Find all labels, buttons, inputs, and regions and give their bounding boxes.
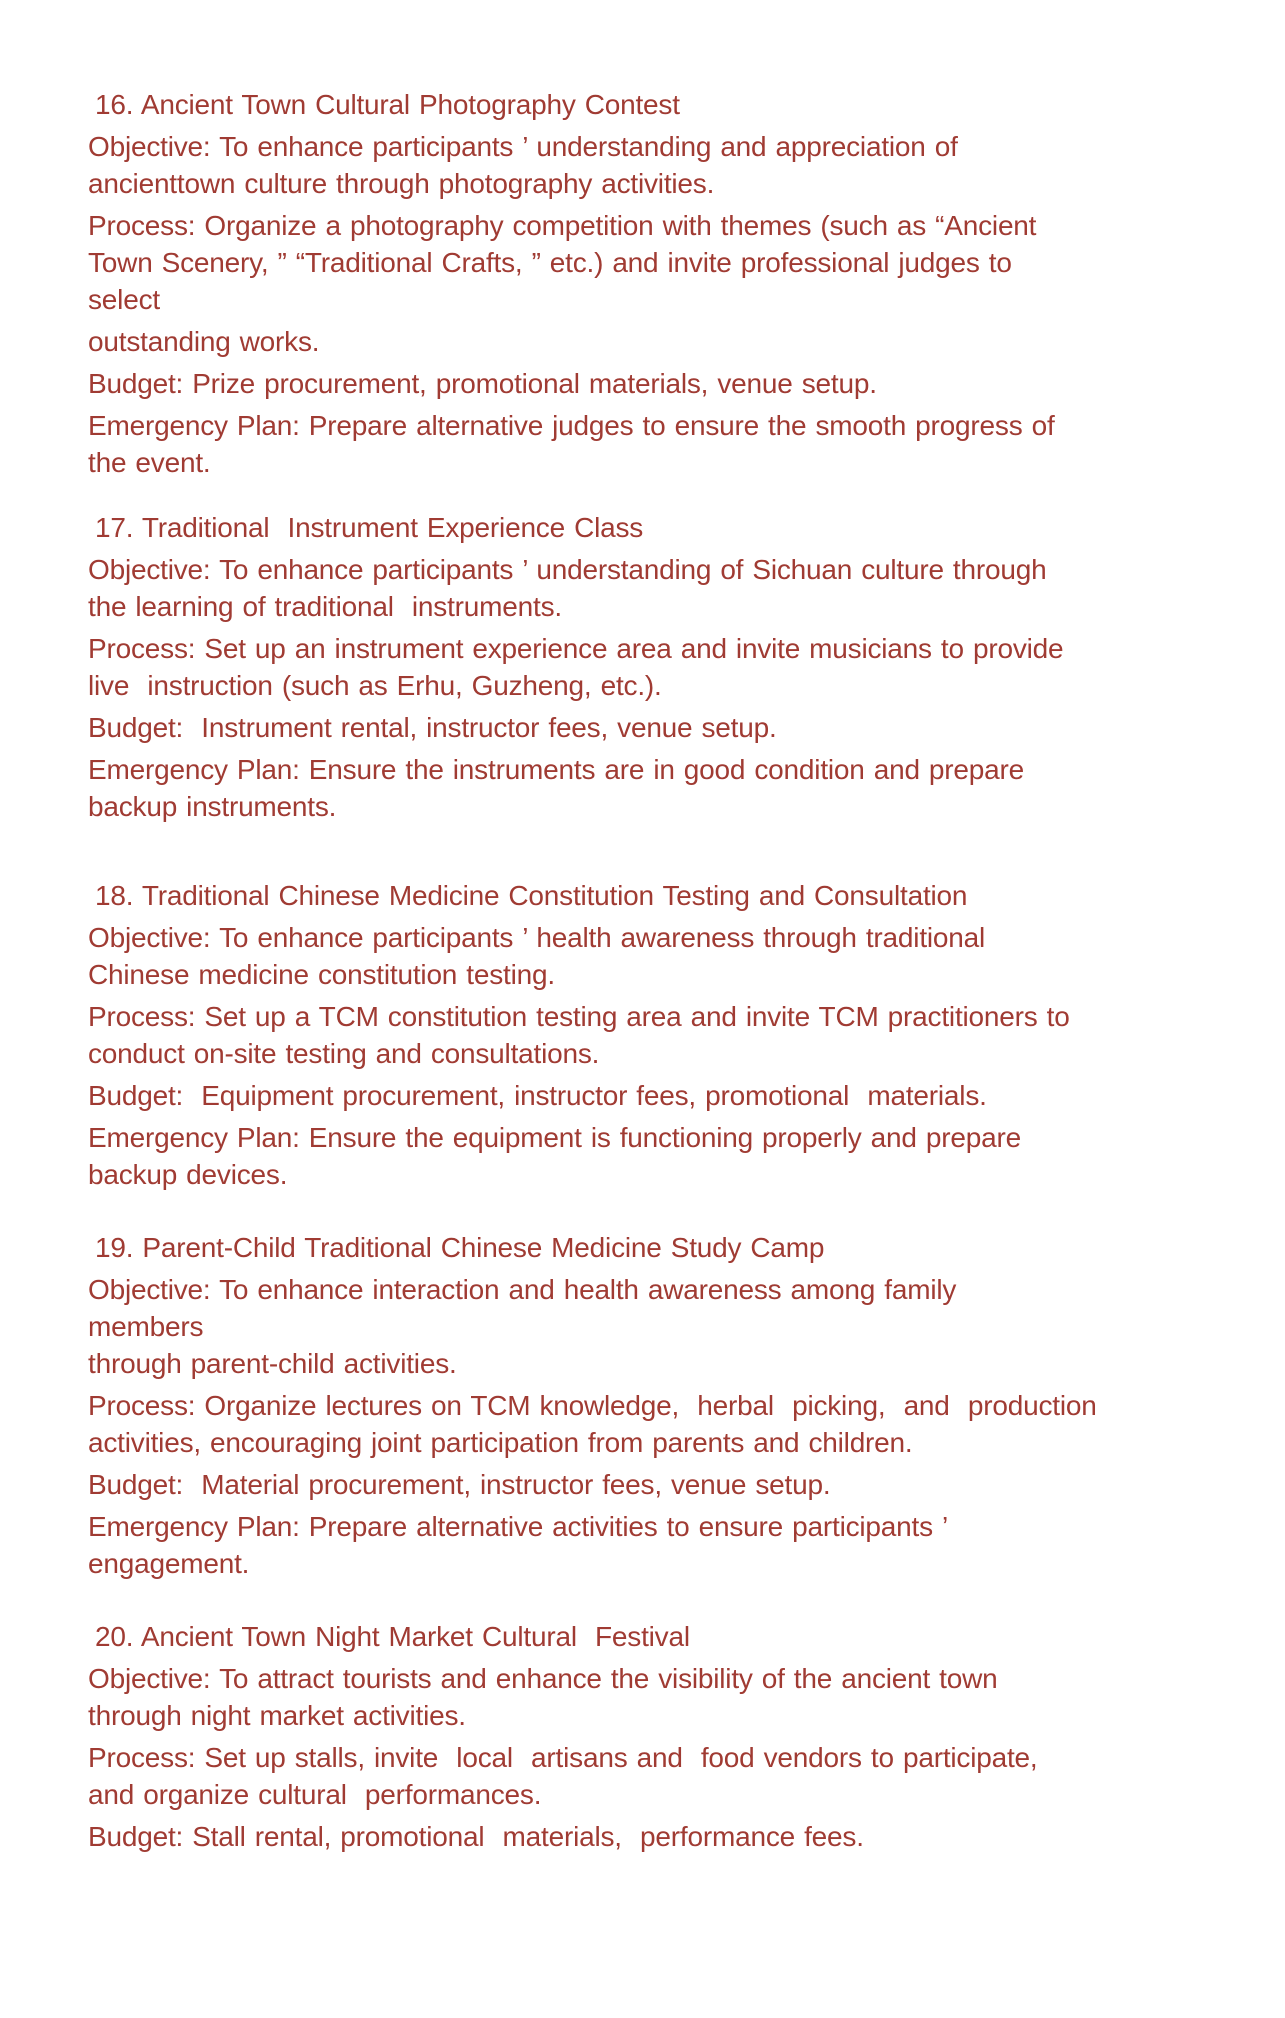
section-20	[88, 1618, 1230, 1855]
paragraph	[88, 1818, 1230, 1855]
paragraph	[88, 998, 1230, 1072]
text-line: the learning of traditional instruments.	[88, 591, 563, 622]
text-line: live instruction (such as Erhu, Guzheng, etc.).	[88, 670, 662, 701]
section-body	[88, 1660, 1230, 1855]
text-line: Process: Organize a photography competition with themes (such as “Ancient	[88, 210, 1037, 241]
text-line: members	[88, 1311, 204, 1342]
paragraph	[88, 1077, 1230, 1114]
section-heading: 16. Ancient Town Cultural Photography Contest	[95, 89, 680, 120]
text-line: Objective: To enhance participants ’ understanding of Sichuan culture through	[88, 554, 1047, 585]
text-line: conduct on-site testing and consultations.	[88, 1038, 600, 1069]
text-line: Budget: Prize procurement, promotional materials, venue setup.	[88, 368, 877, 399]
paragraph	[88, 630, 1230, 704]
paragraph	[88, 1508, 1230, 1582]
paragraph	[88, 323, 1230, 360]
text-line: Objective: To enhance interaction and health awareness among family	[88, 1274, 957, 1305]
text-line: outstanding works.	[88, 326, 320, 357]
paragraph	[88, 1271, 1230, 1382]
paragraph	[88, 551, 1230, 625]
text-line: activities, encouraging joint participation from parents and children.	[88, 1427, 913, 1458]
text-line: and organize cultural performances.	[88, 1779, 542, 1810]
text-line: Objective: To enhance participants ’ understanding and appreciation of	[88, 131, 958, 162]
text-line: Emergency Plan: Prepare alternative judges to ensure the smooth progress of	[88, 410, 1055, 441]
text-line: Process: Set up stalls, invite local artisans and food vendors to participate,	[88, 1742, 1038, 1773]
text-line: Budget: Equipment procurement, instructor fees, promotional materials.	[88, 1080, 987, 1111]
paragraph	[88, 128, 1230, 202]
section-body	[88, 1271, 1230, 1582]
paragraph	[88, 407, 1230, 481]
section-body	[88, 551, 1230, 825]
text-line: Objective: To enhance participants ’ health awareness through traditional	[88, 922, 986, 953]
paragraph	[88, 365, 1230, 402]
paragraph	[88, 207, 1230, 318]
text-line: Objective: To attract tourists and enhance the visibility of the ancient town	[88, 1663, 998, 1694]
text-line: through night market activities.	[88, 1700, 466, 1731]
paragraph	[88, 919, 1230, 993]
paragraph	[88, 751, 1230, 825]
paragraph	[88, 1660, 1230, 1734]
text-line: Emergency Plan: Ensure the equipment is functioning properly and prepare	[88, 1122, 1021, 1153]
section-heading: 18. Traditional Chinese Medicine Constitution Testing and Consultation	[95, 880, 968, 911]
text-line: Budget: Stall rental, promotional materials, performance fees.	[88, 1821, 864, 1852]
paragraph	[88, 1387, 1230, 1461]
text-line: the event.	[88, 447, 211, 478]
paragraph	[88, 1466, 1230, 1503]
paragraph	[88, 1739, 1230, 1813]
section-heading: 20. Ancient Town Night Market Cultural Festival	[95, 1621, 690, 1652]
text-line: Emergency Plan: Ensure the instruments are in good condition and prepare	[88, 754, 1025, 785]
text-line: Emergency Plan: Prepare alternative activities to ensure participants ’	[88, 1511, 949, 1542]
text-line: ancienttown culture through photography activities.	[88, 168, 715, 199]
text-line: Budget: Instrument rental, instructor fees, venue setup.	[88, 712, 777, 743]
paragraph	[88, 1119, 1230, 1193]
section-16	[88, 86, 1230, 481]
text-line: Process: Set up an instrument experience area and invite musicians to provide	[88, 633, 1064, 664]
text-line: select	[88, 284, 160, 315]
section-18	[88, 877, 1230, 1193]
section-heading: 17. Traditional Instrument Experience Class	[95, 512, 644, 543]
text-line: backup instruments.	[88, 791, 337, 822]
text-line: Town Scenery, ” “Traditional Crafts, ” etc.) and invite professional judges to	[88, 247, 1012, 278]
section-heading: 19. Parent-Child Traditional Chinese Medicine Study Camp	[95, 1232, 825, 1263]
section-body	[88, 128, 1230, 481]
text-line: Budget: Material procurement, instructor fees, venue setup.	[88, 1469, 831, 1500]
text-line: engagement.	[88, 1548, 250, 1579]
text-line: Process: Set up a TCM constitution testing area and invite TCM practitioners to	[88, 1001, 1070, 1032]
paragraph	[88, 709, 1230, 746]
text-line: backup devices.	[88, 1159, 288, 1190]
text-line: Chinese medicine constitution testing.	[88, 959, 555, 990]
section-17	[88, 509, 1230, 825]
text-line: Process: Organize lectures on TCM knowledge, herbal picking, and production	[88, 1390, 1097, 1421]
section-19	[88, 1229, 1230, 1582]
text-line: through parent-child activities.	[88, 1348, 457, 1379]
section-body	[88, 919, 1230, 1193]
